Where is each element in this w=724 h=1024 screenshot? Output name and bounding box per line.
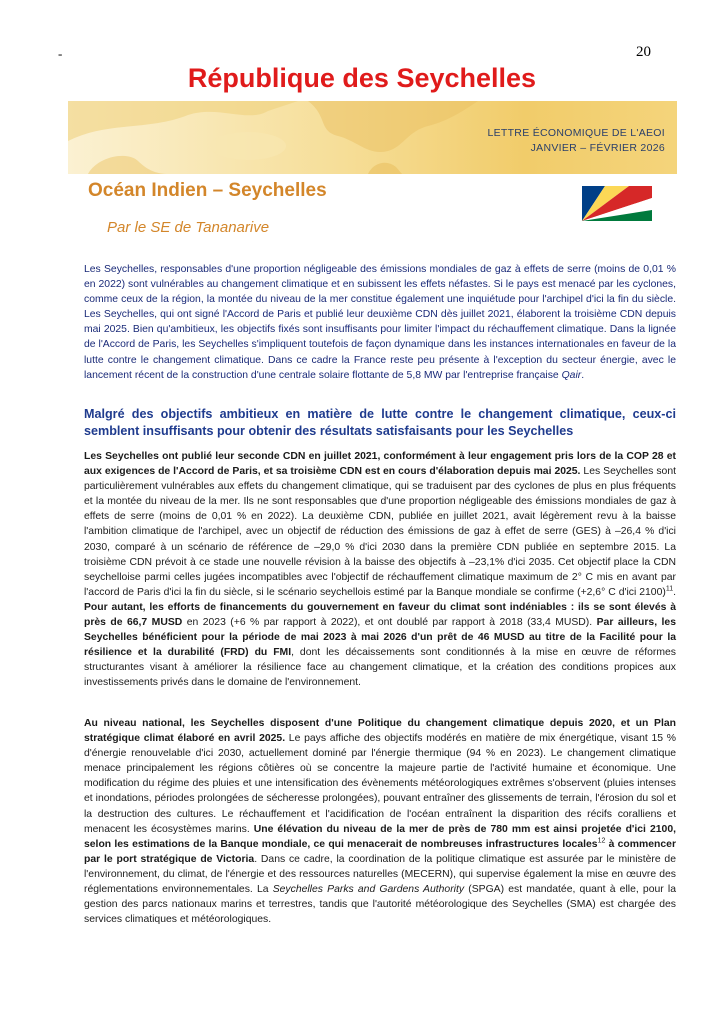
- newsletter-banner: [68, 101, 677, 174]
- page-number: 20: [636, 44, 651, 60]
- author-byline: Par le SE de Tananarive: [107, 219, 270, 236]
- intro-paragraph: Les Seychelles, responsables d'une proportion négligeable des émissions mondiales de gaz à effets de serre (moins de 0,01 % en 2022) sont vulnérables au changement climatique et en subissent les effets néfastes. Si le pays est menacé par les cyclones, comme ceux de la région, la montée du niveau de la mer constitue également une inquiétude pour l'archipel d'ici la fin du siècle. Les Seychelles, qui ont signé l'Accord de Paris et publié leur deuxième CDN dès juillet 2021, élaborent la troisième CDN depuis mai 2025. Bien qu'ambitieux, les objectifs fixés sont insuffisants pour limiter l'impact du réchauffement climatique. Dans la lignée de l'Accord de Paris, les Seychelles s'impliquent toutefois de façon dynamique dans les instances internationales en faveur de la lutte contre le changement climatique. Dans ce cadre la France reste peu présente à l'exception du secteur énergie, avec le lancement récent de la construction d'une centrale solaire flottante de 5,8 MW par l'entreprise française Qair.: [84, 264, 676, 381]
- banner-date: JANVIER – FÉVRIER 2026: [530, 142, 665, 154]
- paragraph-national-policy: Au niveau national, les Seychelles disposent d'une Politique du changement climatique depuis 2020, et un Plan stratégique climat élaboré en avril 2025. Le pays affiche des objectifs modérés en matière de mix énergétique, visant 15 % d'énergie renouvelable d'ici 2030, actuellement dominé par l'énergie thermique (94 % en 2023). Le changement climatique menace principalement les régions côtières où se concentre la majeure partie de l'activité humaine et économique. Une modification du régime des pluies et une intensification des évènements météorologiques extrêmes s'observent (pluies intenses et inondations, périodes prolongées de sécheresse prolongées), pouvant entraîner des glissements de terrain, l'érosion du sol et la destruction des cultures. Le réchauffement et l'acidification de l'océan entraînent la disparition des récifs coralliens et menacent les écosystèmes marins. Une élévation du niveau de la mer de près de 780 mm est ainsi projetée d'ici 2100, selon les estimations de la Banque mondiale, ce qui menacerait de nombreuses infrastructures locales$^{12}$ à commencer par le port stratégique de Victoria. Dans ce cadre, la coordination de la politique climatique est assurée par le ministère de l'environnement, du climat, de l'énergie et des ressources naturelles (MECERN), qui supervise également la mise en œuvre des réglementations environnementales. La Seychelles Parks and Gardens Authority (SPGA) est mandatée, quant à elle, pour la gestion des parcs nationaux marins et terrestres, tandis que l'autorité météorologique des Seychelles (SMA) est chargée des services climatiques et météorologiques.: [84, 718, 677, 926]
- paragraph-cdn: Les Seychelles ont publié leur seconde CDN en juillet 2021, conformément à leur engagement pris lors de la COP 28 et aux exigences de l'Accord de Paris, et sa troisième CDN est en cours d'élaboration depuis mai 2025. Les Seychelles sont particulièrement vulnérables aux effets du changement climatique, qui se traduisent par des cyclones de plus en plus fréquents et la montée du niveau de la mer. Ils ne sont responsables que d'une proportion négligeable des émissions mondiales de gaz à effets de serre (moins de 0,01 % en 2022). La deuxième CDN, publiée en juillet 2021, avait légèrement revu à la baisse l'ambition climatique de l'archipel, avec un objectif de réduction des émissions de gaz à effet de serre (GES) à –26,4 % d'ici 2030, comparé à un scénario de référence de –29,0 % d'ici 2030 dans la première CDN publiée en septembre 2015. La troisième CDN prévoit à ce stade une nouvelle révision à la baisse des objectifs à –23,1% d'ici 2035. Cet objectif place la CDN seychelloise parmi celles jugées incompatibles avec l'objectif de réchauffement climatique maximum de 2° C mis en avant par l'accord de Paris d'ici la fin du siècle, si le scénario seychellois estimé par la Banque mondiale se confirme (+2,6° C d'ici 2100)$^{11}$. Pour autant, les efforts de financements du gouvernement en faveur du climat sont indéniables : ils se sont élevés à près de 66,7 MUSD en 2023 (+6 % par rapport à 2022), et ont doublé par rapport à 2018 (33,4 MUSD). Par ailleurs, les Seychelles bénéficient pour la période de mai 2023 à mai 2026 d'un prêt de 46 MUSD au titre de la Facilité pour la résilience et la durabilité (FRD) du FMI, dont les décaissements sont conditionnés à la mise en œuvre de réformes structurantes visant à améliorer la résilience face au changement climatique, et la création des conditions propices aux investissements privés dans le domaine de l'environnement.: [84, 451, 676, 689]
- footnote-ref-11: 11: [665, 585, 674, 593]
- document-title: République des Seychelles: [187, 63, 537, 93]
- banner-newsletter-title: LETTRE ÉCONOMIQUE DE L'AEOI: [487, 127, 665, 139]
- region-title: Océan Indien – Seychelles: [88, 180, 327, 201]
- footnote-ref-12: 12: [597, 837, 606, 845]
- seychelles-flag-icon: [582, 186, 652, 221]
- header-dash: -: [58, 46, 63, 61]
- company-name: Qair: [561, 369, 582, 381]
- section-heading: Malgré des objectifs ambitieux en matière de lutte contre le changement climatique, ceux-ci semblent insuffisants pour obtenir des résultats satisfaisants pour les Seychelles: [84, 407, 676, 438]
